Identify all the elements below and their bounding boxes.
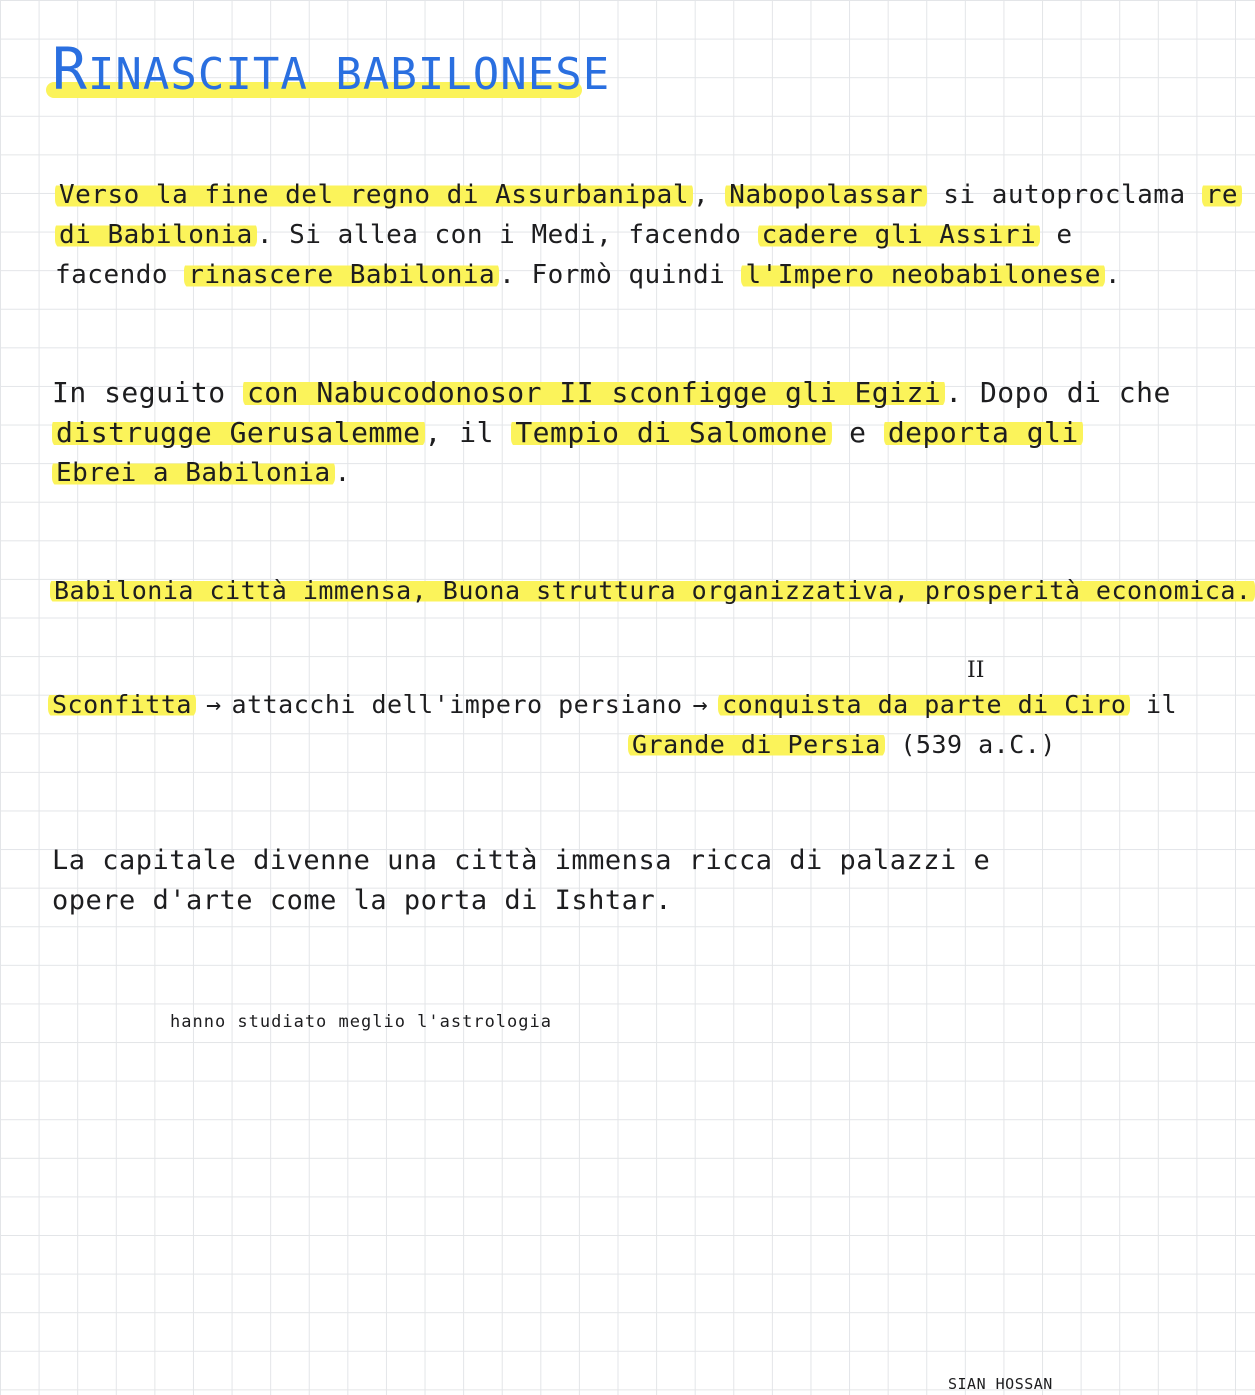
arrow-icon: → xyxy=(205,690,222,719)
highlight: Tempio di Salomone xyxy=(511,416,831,449)
text: In seguito xyxy=(52,376,243,409)
highlight: deporta gli xyxy=(884,416,1083,449)
text: attacchi dell'impero persiano xyxy=(231,690,683,719)
roman-numeral: II xyxy=(967,658,985,683)
p2-line3 xyxy=(52,454,351,492)
text: si autoproclama xyxy=(927,180,1202,210)
p2-line2 xyxy=(52,414,1083,452)
text: . Si allea con i Medi, facendo xyxy=(256,220,758,250)
highlight: Ebrei a Babilonia xyxy=(52,458,335,488)
highlight: Verso la fine del regno di Assurbanipal xyxy=(55,180,693,210)
highlight: rinascere Babilonia xyxy=(184,260,499,290)
highlight: re xyxy=(1202,180,1242,210)
p4-line2 xyxy=(628,726,1056,764)
arrow-icon: → xyxy=(692,690,709,719)
p5-line2: opere d'arte come la porta di Ishtar. xyxy=(52,885,672,916)
text: . Formò quindi xyxy=(499,260,742,290)
p1-line2 xyxy=(55,216,1073,254)
text: . Dopo di che xyxy=(945,376,1171,409)
text: . xyxy=(334,458,351,488)
highlight: conquista da parte di Ciro xyxy=(718,690,1130,719)
highlight: Nabopolassar xyxy=(725,180,927,210)
title-initial: R xyxy=(52,35,88,103)
text: e xyxy=(1040,220,1073,250)
highlight: di Babilonia xyxy=(55,220,257,250)
text: , xyxy=(692,180,726,210)
highlight: l'Impero neobabilonese xyxy=(741,260,1104,290)
highlight: Grande di Persia xyxy=(628,730,885,759)
p4-line1 xyxy=(48,686,1177,724)
p5-line1: La capitale divenne una città immensa ricca di palazzi e xyxy=(52,845,991,876)
highlight: cadere gli Assiri xyxy=(758,220,1041,250)
text: , il xyxy=(424,416,512,449)
p1-line3 xyxy=(55,256,1121,294)
astrology-note: hanno studiato meglio l'astrologia xyxy=(170,1012,552,1032)
p1-line1 xyxy=(55,176,1242,214)
title-rest: INASCITA BABILONESE xyxy=(87,49,611,100)
highlight: Sconfitta xyxy=(48,690,196,719)
signature: SIAN HOSSAN xyxy=(948,1375,1053,1393)
text: (539 a.C.) xyxy=(884,730,1056,759)
p2-line1 xyxy=(52,374,1171,412)
text: . xyxy=(1104,260,1121,290)
text: e xyxy=(831,416,884,449)
highlight: Babilonia città immensa, Buona struttura organizzativa, prosperità economica. xyxy=(50,576,1255,605)
text: il xyxy=(1130,690,1178,719)
text: facendo xyxy=(55,260,185,290)
page-title xyxy=(52,34,611,104)
p3-line1 xyxy=(50,572,1255,610)
highlight: con Nabucodonosor II sconfigge gli Egizi xyxy=(243,376,945,409)
highlight: distrugge Gerusalemme xyxy=(52,416,425,449)
